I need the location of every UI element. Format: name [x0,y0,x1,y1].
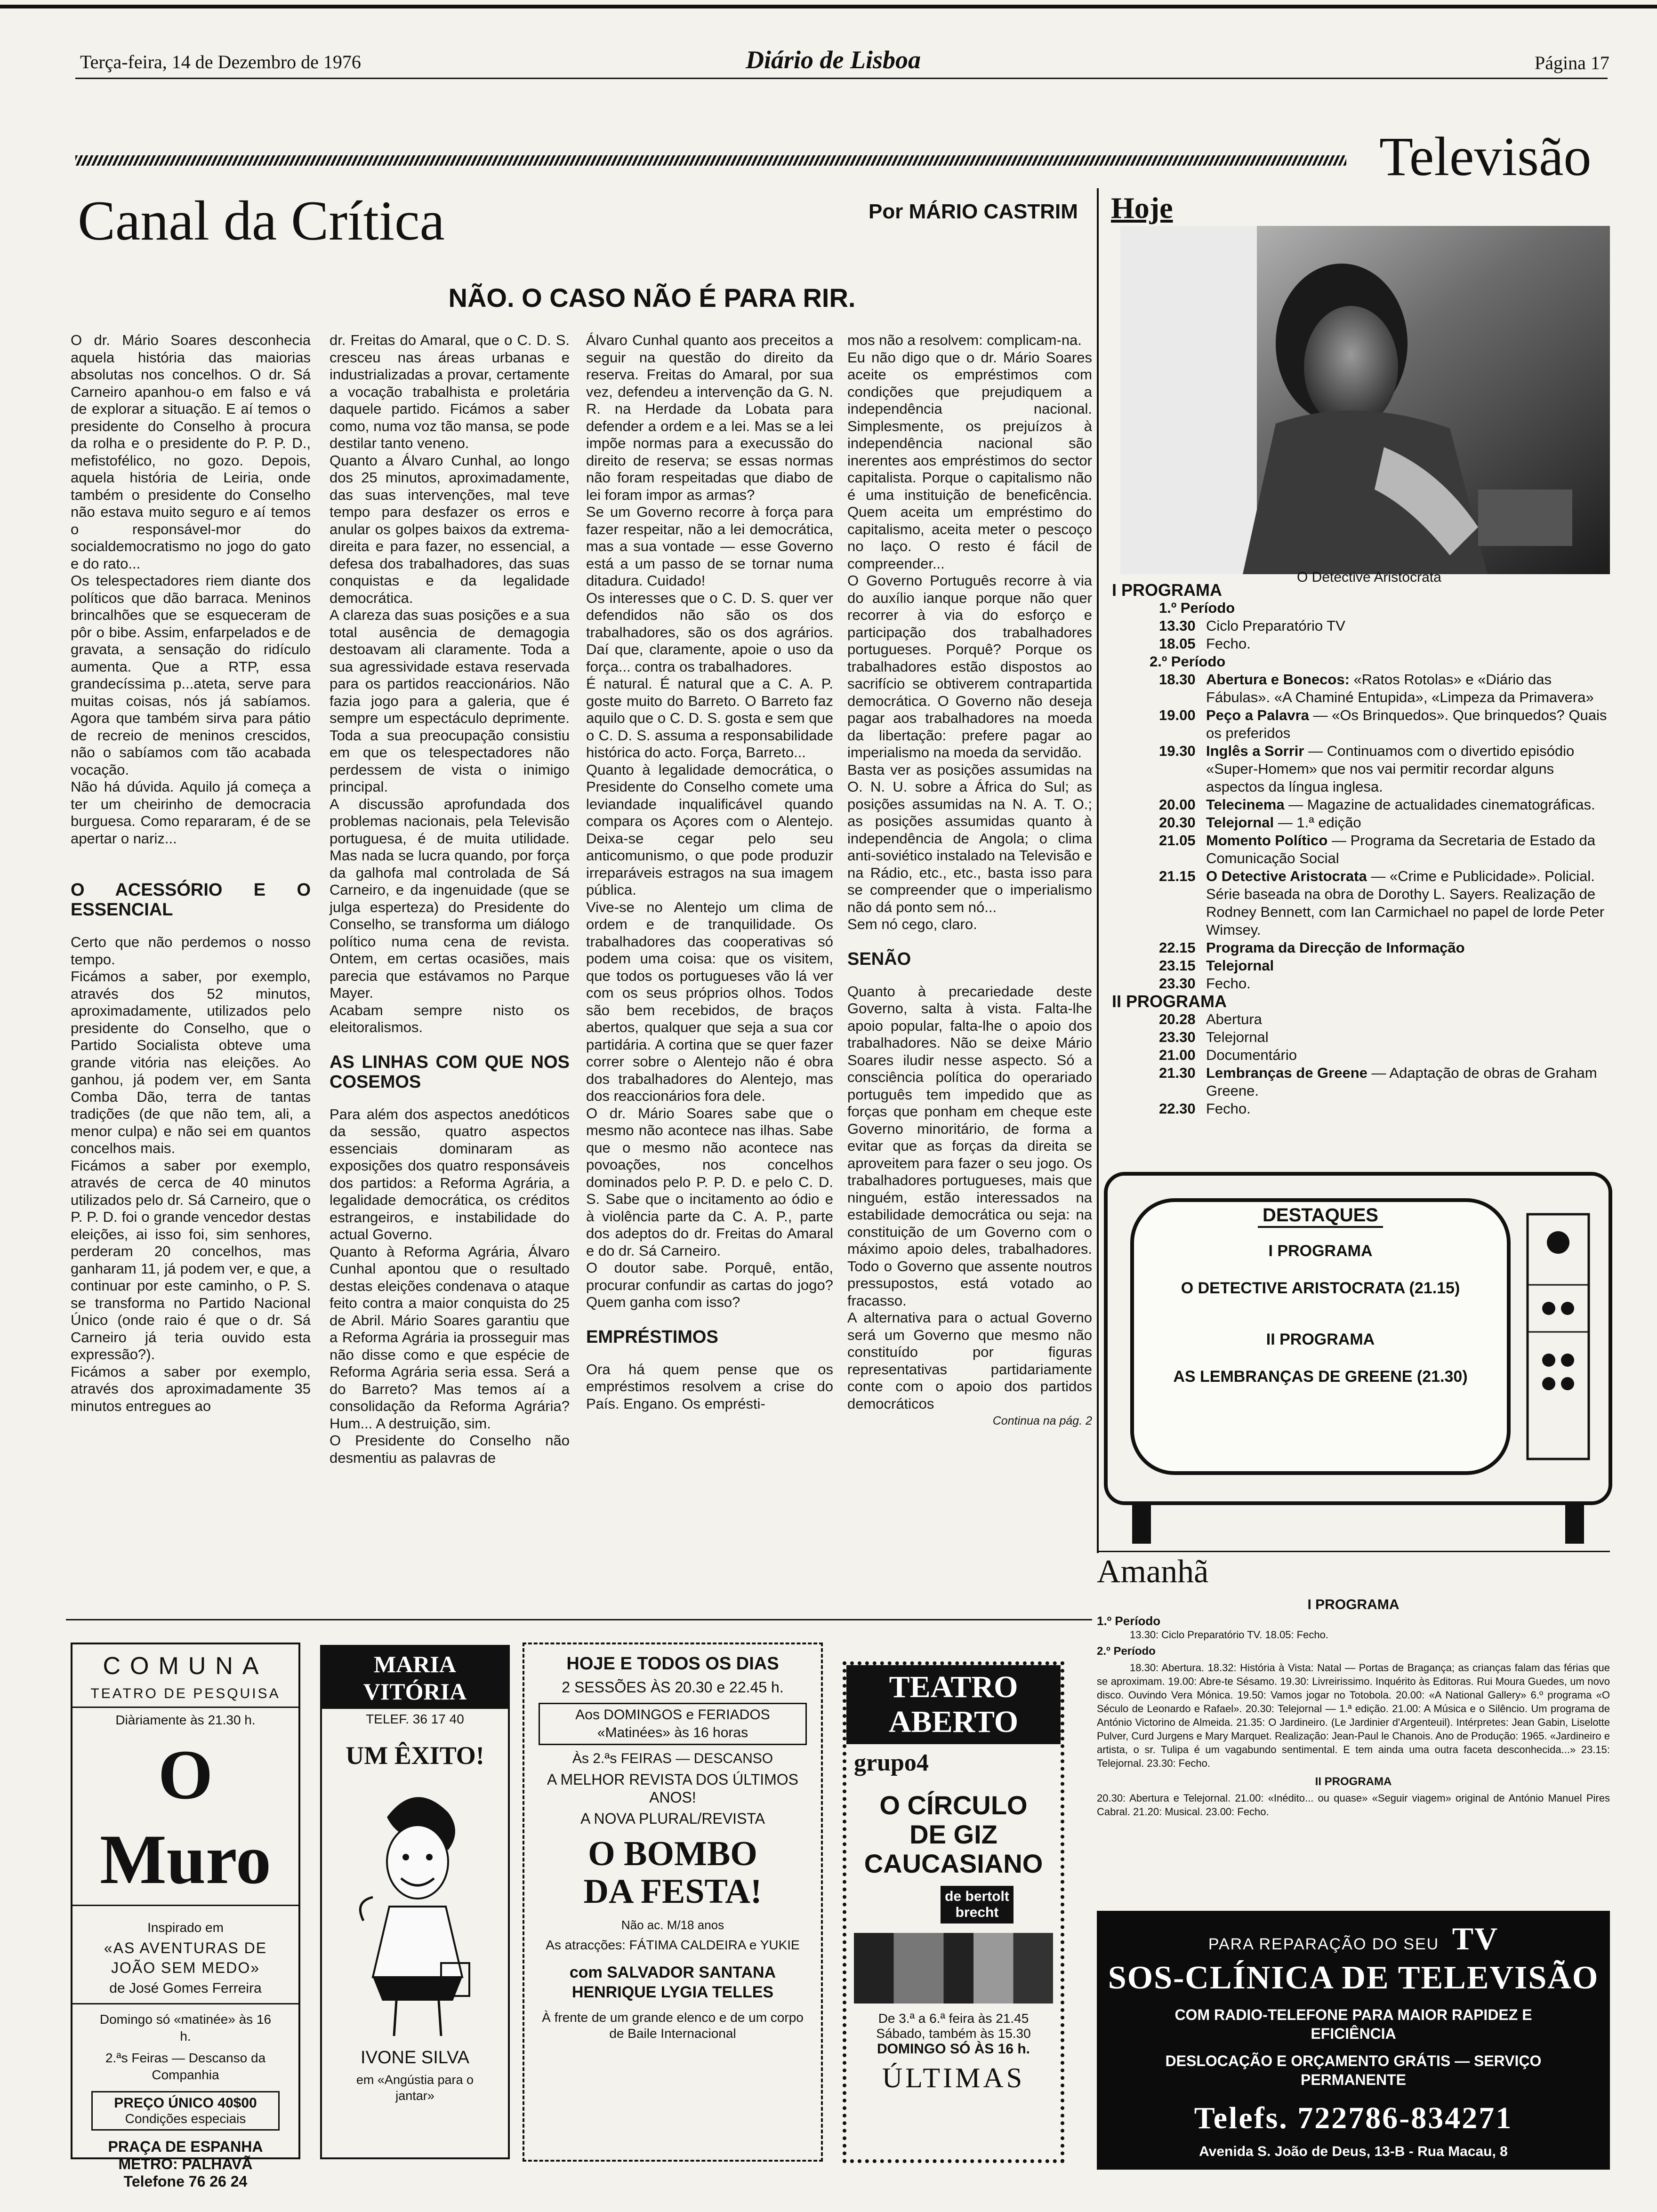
paragraph: O Presidente do Conselho não desmentiu as palavras de [330,1432,570,1466]
schedule-time: 23.15 [1159,957,1196,974]
program-text: — Adaptação de obras de Graham Greene. [1206,1065,1597,1099]
paragraph: Ficámos a saber por exemplo, através de cerca de 40 minutos utilizados pelo dr. Sá Carneiro, que o P. P. D. foi o grande vencedor destas eleições, ai isso foi, sim senhores, perderam 20 concelhos, mas ganharam 11, já podem ver, e que, a continuar por este caminho, o P. S. se transforma no Partido Nacional Único (onde raio é que o dr. Sá Carneiro já teria ouvido esta expressão?). [71,1157,311,1362]
aberto-times-3: DOMINGO SÓ ÀS 16 h. [877,2041,1030,2057]
sos-line-1 [1097,1920,1610,1957]
paragraph: O doutor sabe. Porquê, então, procurar confundir as cartas do jogo? Quem ganha com isso? [586,1259,833,1310]
program-text: — Magazine de actualidades cinematográficas. [1288,796,1595,813]
schedule-row [1112,1046,1611,1064]
program-title: Peço a Palavra [1206,707,1309,723]
revista-line-5: A MELHOR REVISTA DOS ÚLTIMOS ANOS! [547,1771,799,1806]
paragraph: Acabam sempre nisto os eleitoralismos. [330,1002,570,1035]
paragraph: Não há dúvida. Aquilo já começa a ter um cheirinho de democracia burguesa. Como repararam, é de se apertar o nariz... [71,778,311,847]
sos-phones: Telefs. 722786-834271 [1194,2101,1513,2135]
program-text: — 1.ª edição [1278,814,1361,831]
comuna-sunday: Domingo só «matinée» às 16 h. [99,2012,272,2044]
schedule-desc [1206,832,1611,867]
masthead-paper: Diário de Lisboa [746,46,921,74]
paragraph: mos não a resolvem: complicam-na. [847,332,1082,348]
schedule-time: 23.30 [1159,1029,1196,1045]
schedule-desc: Abertura [1206,1011,1262,1027]
revista-age: Não ac. M/18 anos [621,1918,724,1932]
destaques-p1-item: O DETECTIVE ARISTOCRATA (21.15) [1181,1279,1460,1297]
maria-tel: TELEF. 36 17 40 [366,1712,464,1726]
schedule-time: 19.30 [1159,743,1196,759]
paragraph: Ficámos a saber, por exemplo, através dos 52 minutos, aproximadamente, utilizados pelo presidente do Conselho, que o Partido Socialista obteve uma grande vitória nas eleições. Ao ganhou, já podem ver, em Santa Comba Dão, terra de tantas tradições (de que não tem, ali, a menor culpa) e não sei em quantos concelhos mais. [71,968,311,1156]
aberto-times-1: De 3.ª a 6.ª feira às 21.45 [878,2011,1029,2026]
top-border [0,5,1657,8]
program-title: Abertura e Bonecos: [1206,671,1350,688]
comuna-daily: Diàriamente às 21.30 h. [115,1713,256,1727]
comuna-name: COMUNA [103,1652,268,1680]
aberto-title: O CÍRCULO DE GIZ CAUCASIANO [864,1790,1043,1878]
schedule-row [1112,671,1611,706]
aberto-name: TEATRO ABERTO [846,1665,1061,1744]
paragraph: A alternativa para o actual Governo será um Governo que mesmo não constituído por figuras representativas partidariamente conte com o apoio dos partidos democráticos [847,1309,1092,1412]
section-title: Televisão [1379,126,1592,187]
paragraph: É natural. É natural que a C. A. P. goste muito do Barreto. O Barreto faz aquilo que o C. D. S. gosta e sem que o C. D. S. assuma a responsabilidade histórica do acto. Força, Barreto... [586,675,833,761]
schedule-time: 20.30 [1159,814,1196,831]
program-title: Inglês a Sorrir [1206,743,1304,759]
schedule-desc: Documentário [1206,1047,1297,1063]
schedule-row [1112,617,1611,635]
subhead-senao: SENÃO [847,949,911,969]
schedule-time: 18.05 [1159,635,1196,652]
program-title: O Detective Aristocrata [1206,868,1367,884]
schedule-row [1112,867,1611,939]
sos-tv: TV [1452,1921,1499,1956]
aberto-author: de bertolt brecht [941,1886,1014,1923]
masthead-date: Terça-feira, 14 de Dezembro de 1976 [80,51,361,72]
amanha-period-2: 2.º Período [1097,1645,1156,1658]
amanha-p2-heading: II PROGRAMA [1315,1775,1392,1788]
paragraph: A clareza das suas posições e a sua total ausência de demagogia destoavam ali claramente. Toda a sua agressividade estava reservada para os partidos reaccionários. Não fazia jogo para a galeria, que é sempre um espectáculo deprimente. Toda a sua preocupação consistiu em que os telespectadores não perdessem de vista o inimigo principal. [330,607,570,795]
comuna-rule-3 [72,2003,298,2004]
paragraph: O dr. Mário Soares sabe que o mesmo não acontece nas ilhas. Sabe que o mesmo não acontece nas povoações, nos concelhos dominados pelo P. P. D. e pelo C. D. S. Sabe que o incitamento ao ódio e à violência parte da C. A. P., parte dos adeptos do dr. Freitas do Amaral e do dr. Sá Carneiro. [586,1105,833,1259]
masthead-page: Página 17 [1535,52,1609,73]
paragraph: Para além dos aspectos anedóticos da sessão, quatro aspectos essenciais dominaram as exposições dos quatro responsáveis dos partidos: a Reforma Agrária, a legalidade democrática, os créditos estrangeiros, e instabilidade do actual Governo. [330,1106,570,1242]
schedule-row [1112,1028,1611,1046]
paragraph: Vive-se no Alentejo um clima de ordem e de tranquilidade. Os trabalhadores das cooperativas só podem uma coisa: que os visitem, que todos os portugueses vão lá ver com os seus próprios olhos. Todos são bem recebidos, de braços abertos, qualquer que seja a sua cor partidária. A cortina que se quer fazer correr sobre o Alentejo não é obra dos trabalhadores do Alentejo, mas dos reaccionários fora dele. [586,898,833,1104]
aberto-photo [854,1933,1053,2004]
paragraph: Álvaro Cunhal quanto aos preceitos a seguir na questão do direito da reserva. Freitas do Amaral, por sua vez, defendeu a intervenção da G. N. R. na Herdade da Lobata para defender a ordem e a lei. Mas se a lei impõe normas para a execussão do direito de reserva; se essas normas não foram respeitadas que diabo de lei foram impor as armas? [586,332,833,503]
schedule-desc: Fecho. [1206,1100,1251,1117]
comuna-inspired: Inspirado em [147,1920,224,1935]
destaques-panel [1132,1205,1509,1386]
aberto-times-2: Sábado, também às 15.30 [876,2026,1031,2041]
sos-line-2: COM RADIO-TELEFONE PARA MAIOR RAPIDEZ E EFICIÊNCIA [1174,2006,1532,2042]
schedule-row [1112,635,1611,653]
schedule-desc [1206,742,1611,796]
comuna-venue: PRAÇA DE ESPANHA [108,2138,263,2155]
maria-caricature [345,1779,486,2043]
schedule-time: 20.28 [1159,1011,1196,1027]
schedule-desc [1206,706,1611,742]
revista-title: O BOMBO DA FESTA! [583,1835,762,1911]
aberto-group: grupo4 [854,1749,929,1776]
subhead-emprestimos: EMPRÉSTIMOS [586,1327,718,1347]
maria-slogan: UM ÊXITO! [346,1741,484,1770]
article-column-4 [847,332,1092,1430]
sos-name: SOS-CLÍNICA DE TELEVISÃO [1108,1960,1599,1996]
comuna-price: PREÇO ÚNICO 40$00 [114,2095,257,2111]
schedule-time: 21.05 [1159,832,1196,849]
article-title: Canal da Crítica [78,189,445,252]
period-label: 1.º Período [1159,600,1235,616]
program-2-heading: II PROGRAMA [1112,992,1227,1011]
schedule-row [1112,742,1611,796]
program-1-heading: I PROGRAMA [1112,580,1222,600]
sos-line-3: DESLOCAÇÃO E ORÇAMENTO GRÁTIS — SERVIÇO PERMANENTE [1165,2052,1542,2088]
ad-comuna [71,1643,300,2190]
amanha-title: Amanhã [1097,1554,1209,1590]
hoje-schedule [1112,581,1611,1118]
paragraph: dr. Freitas do Amaral, que o C. D. S. cresceu nas áreas urbanas e industrializadas a provar, certamente a vocação trabalhista e proletária daquele partido. Ficámos a saber como, numa voz tão mansa, se pode destilar tanto veneno. [330,332,570,451]
program-text: — «Crime e Publicidade». Policial. Série baseada na obra de Dorothy L. Sayers. Realização de Rodney Bennett, com Ian Carmichael no papel de lorde Peter Wimsey. [1206,868,1605,938]
destaques-title: DESTAQUES [1258,1205,1383,1228]
program-text: — Programa da Secretaria de Estado da Comunicação Social [1206,832,1595,866]
program-text: «Ratos Rotolas» e «Diário das Fábulas». «A Chaminé Entupida», «Limpeza da Primavera» [1206,671,1594,705]
schedule-desc: Ciclo Preparatório TV [1206,617,1345,634]
revista-cast: com SALVADOR SANTANA HENRIQUE LYGIA TELLES [569,1964,776,2001]
schedule-row [1112,975,1611,993]
ads-top-rule [66,1619,1092,1620]
maria-name: MARIA VITÓRIA [322,1647,508,1709]
comuna-rule [72,1707,298,1708]
paragraph: O Governo Português recorre à via do auxílio ianque porque não quer recorrer à via do esforço e participação dos trabalhadores portugueses. Porquê? Porque os trabalhadores estão dispostos ao sacrifício se obtiverem contrapartida democrática. O Governo não deseja pagar aos trabalhadores na moeda da libertação: prefere pagar ao imperialismo na moeda da servidão. [847,572,1092,761]
schedule-row [1112,939,1611,957]
schedule-desc: Fecho. [1206,975,1251,992]
program-title: Telejornal [1206,957,1274,974]
schedule-row [1112,957,1611,975]
paragraph: Certo que não perdemos o nosso tempo. [71,934,311,968]
article-byline: Por MÁRIO CASTRIM [869,200,1078,223]
schedule-desc [1206,939,1611,957]
subhead-linhas: AS LINHAS COM QUE NOS COSEMOS [330,1052,570,1092]
revista-attractions: As atracções: FÁTIMA CALDEIRA e YUKIE [546,1938,800,1952]
schedule-row [1112,706,1611,742]
revista-line-6: A NOVA PLURAL/REVISTA [580,1810,765,1827]
comuna-sub: TEATRO DE PESQUISA [90,1686,281,1701]
destaques-p2: II PROGRAMA [1266,1330,1375,1348]
comuna-work: «AS AVENTURAS DE JOÃO SEM MEDO» [104,1940,267,1976]
amanha-body: 18.30: Abertura. 18.32: História à Vista: Natal — Portas de Bragança; as crianças falam das férias que se aproximam. 19.00: Abre-te Sésamo. 19.30: Livreirissimo. Inquérito às Editoras. Rui Moura Guedes, um novo disco. Ouvindo Vera Mónica. 19.50: Vamos jogar no Totobola. 20.00: «A National Gallery» 6.º programa «O Século de Leonardo e Rafael». 20.30: Telejornal — 1.ª edição. 21.00: A Música e o Silêncio. Um programa de António Victorino de Almeida. 21.35: O Jardineiro. (Le Jardinier d'Argenteuil). Intérpretes: Jean Gabin, Liselotte Pulver, Curd Jurgens e Mary Marquet. Realização: Jean-Paul le Chanois. Ano de Produção: 1965. «Jardineiro e artista, o sr. Tulipa é um vagabundo sentimental. E tem ainda uma outra faceta desconhecida...» 23.15: Telejornal. 23.30: Fecho. [1097,1662,1610,1769]
paragraph: Quanto à precariedade deste Governo, salta à vista. Falta-lhe apoio popular, falta-lhe o apoio dos trabalhadores. Não se deixe Mário Soares iludir nesse aspecto. Só a consciência política do operariado português tem impedido que as forças que ponham em cheque este Governo minoritário, de forma a evitar que as forças da direita se aproveitem para fazer o seu jogo. Os trabalhadores portugueses, mais que ninguém, estão interessados na estabilidade democrática ou seja: na constituição de um Governo com o máximo apoio deles, trabalhadores. Todo o Governo que assente noutros pressupostos, está votado ao fracasso. [847,983,1092,1309]
sos-address: Avenida S. João de Deus, 13-B - Rua Macau, 8 [1199,2144,1508,2159]
program-title: Telecinema [1206,796,1285,813]
paragraph: Ora há quem pense que os empréstimos resolvem a crise do País. Engano. Os emprésti- [586,1361,833,1412]
program-title: Telejornal [1206,814,1274,831]
comuna-phone: Telefone 76 26 24 [123,2173,248,2190]
maria-role: em «Angústia para o jantar» [356,2073,474,2103]
schedule-row [1112,1100,1611,1118]
paragraph: Os interesses que o C. D. S. quer ver defendidos não são os dos trabalhadores, são os dos agrários. Daí que, claramente, apoie o uso da força... contra os trabalhadores. [586,589,833,675]
schedule-time: 23.30 [1159,975,1196,992]
destaques-p1: I PROGRAMA [1268,1242,1373,1260]
paragraph: Quanto à Reforma Agrária, Álvaro Cunhal apontou que o resultado destas eleições condenava o ataque feito contra a maior conquista do 25 de Abril. Mário Soares garantiu que a Reforma Agrária ia prosseguir mas não disse como e que espécie de Reforma Agrária seria essa. Será a do Barreto? Mas temos aí a consolidação da Reforma Agrária? Hum... A destruição, sim. [330,1243,570,1432]
subhead-acessorio: O ACESSÓRIO E O ESSENCIAL [71,880,311,920]
program-text: — Continuamos com o divertido episódio «Super-Homem» que nos vai permitir recordar alguns aspectos da língua inglesa. [1206,743,1575,795]
schedule-time: 13.30 [1159,617,1196,634]
schedule-time: 21.15 [1159,868,1196,884]
amanha-period-1: 1.º Período [1097,1614,1161,1628]
ad-maria-vitoria [320,1645,510,2159]
revista-line-3: Aos DOMINGOS e FERIADOS «Matinées» às 16 horas [539,1703,807,1745]
article-column-2 [330,332,570,1467]
schedule-time: 21.30 [1159,1065,1196,1081]
column-divider [1097,188,1099,1553]
destaques-p2-item: AS LEMBRANÇAS DE GREENE (21.30) [1173,1368,1468,1386]
paragraph: Basta ver as posições assumidas na O. N. U. sobre a África do Sul; as posições assumidas na N. A. T. O.; as posições assumidas quanto à independência de Angola; o clima anti-soviético instalado na Televisão e na Rádio, etc., etc., basta isso para se compreender que o imperialismo não dá ponto sem nó... [847,761,1092,915]
paragraph: Os telespectadores riem diante dos políticos que dão barraca. Meninos brincalhões que se esqueceram de pôr o bibe. Assim, enfarpelados e de gravata, a sensação do ridículo aumenta. Que a RTP, essa grandecíssima p...ateta, serve para muitas coisas, nós já sabíamos. Agora que também sirva para pátio de recreio de meninos crescidos, não o sabíamos com tão acabada vocação. [71,572,311,778]
article-headline: NÃO. O CASO NÃO É PARA RIR. [448,283,856,313]
paragraph: Ficámos a saber por exemplo, através dos aproximadamente 35 minutos entregues ao [71,1363,311,1414]
revista-line-1: HOJE E TODOS OS DIAS [566,1654,779,1674]
comuna-metro: METRO: PALHAVÃ [118,2156,253,2172]
schedule-time: 18.30 [1159,671,1196,688]
program-title: Programa da Direcção de Informação [1206,939,1465,956]
tv-photo [1120,226,1610,574]
schedule-desc: Telejornal [1206,1029,1269,1045]
comuna-author: de José Gomes Ferreira [109,1980,262,1996]
paragraph: Quanto a Álvaro Cunhal, ao longo dos 25 minutos, aproximadamente, das suas intervenções, mal teve tempo para desfazer os erros e anular os golpes baixos da extrema-direita e para fazer, no essencial, a defesa dos trabalhadores, das suas conquistas e da legalidade democrática. [330,452,570,606]
amanha-body-2: 20.30: Abertura e Telejornal. 21.00: «Inédito... ou quase» «Seguir viagem» original de António Manuel Pires Cabral. 21.20: Musical. 23.00: Fecho. [1097,1792,1610,1818]
schedule-row [1112,814,1611,832]
continued-note: Continua na pág. 2 [992,1414,1092,1427]
schedule-desc [1206,671,1611,706]
hoje-title: Hoje [1111,191,1173,224]
schedule-row [1112,832,1611,867]
revista-footer: À frente de um grande elenco e de um corpo de Baile Internacional [542,2010,804,2041]
article-column-3 [586,332,833,1412]
sos-ad [1097,1911,1610,2170]
schedule-time: 19.00 [1159,707,1196,723]
schedule-time: 22.30 [1159,1100,1196,1117]
schedule-desc: Fecho. [1206,635,1251,652]
comuna-rest: 2.ªs Feiras — Descanso da Companhia [105,2051,266,2082]
program-title: Lembranças de Greene [1206,1065,1367,1081]
ad-teatro-aberto [843,1661,1064,2163]
schedule-desc [1206,1064,1611,1100]
paragraph: A discussão aprofundada dos problemas nacionais, pela Televisão portuguesa, é de muita utilidade. Mas nada se lucra quando, por força da galhofa mal controlada de Sá Carneiro, e da ingenuidade (que se julga esperteza) do Presidente do Conselho, se transforma um diálogo político numa cena de revista. Ontem, em certas ocasiões, mais parecia que estávamos no Parque Mayer. [330,795,570,1001]
amanha-line-1: 13.30: Ciclo Preparatório TV. 18.05: Fecho. [1130,1629,1328,1641]
amanha-p1-heading: I PROGRAMA [1307,1597,1400,1612]
amanha-rule [1097,1551,1610,1552]
paragraph: Sem nó cego, claro. [847,916,977,932]
schedule-row [1112,796,1611,814]
program-title: Momento Político [1206,832,1328,849]
schedule-row [1112,1010,1611,1028]
section-hatch-bar [75,155,1346,166]
revista-line-2: 2 SESSÕES ÀS 20.30 e 22.45 h. [562,1679,784,1696]
article-column-1 [71,332,311,1415]
schedule-time: 21.00 [1159,1047,1196,1063]
aberto-last: ÚLTIMAS [882,2062,1025,2093]
paragraph: Se um Governo recorre à força para fazer respeitar, não a lei democrática, mas a sua vontade — esse Governo está a um passo de se tornar numa ditadura. Cuidado! [586,504,833,589]
schedule-time: 22.15 [1159,939,1196,956]
photo-caption: O Detective Aristocrata [1297,569,1441,585]
schedule-desc [1206,867,1611,939]
revista-line-4: Às 2.ªs FEIRAS — DESCANSO [572,1751,773,1766]
amanha-listing [1097,1598,1610,1819]
comuna-title: O Muro [100,1736,271,1899]
comuna-price-box [91,2091,280,2131]
period-label: 2.º Período [1150,653,1226,670]
schedule-desc [1206,957,1611,975]
sos-line-1-text: PARA REPARAÇÃO DO SEU [1208,1935,1440,1953]
schedule-row [1112,1064,1611,1100]
program-text: — «Os Brinquedos». Que brinquedos? Quais os preferidos [1206,707,1607,741]
ad-revista [523,1643,823,2162]
maria-star: IVONE SILVA [361,2048,469,2068]
paragraph: Quanto à legalidade democrática, o Presidente do Conselho comete uma leviandade inqualificável quando compara os Açores com o Alentejo. Deixa-se cegar pelo seu anticomunismo, o que pode produzir irreparáveis estragos na sua imagem pública. [586,761,833,898]
paragraph: O dr. Mário Soares desconhecia aquela história das maiorias absolutas nos concelhos. O dr. Sá Carneiro apanhou-o em falso e vá de explorar a situação. E aí temos o presidente do Conselho à procura da rolha e o presidente do P. P. D., mefistofélico, no gozo. Depois, aquela história de Leiria, onde também o presidente do Conselho não estava muito seguro e aí temos o responsável-mor do socialdemocratismo no jogo do gato e do rato... [71,332,311,572]
schedule-desc [1206,814,1611,832]
schedule-desc [1206,796,1611,814]
comuna-cond: Condições especiais [125,2111,246,2126]
comuna-rule-2 [72,1905,298,1906]
masthead-rule [75,78,1608,79]
schedule-time: 20.00 [1159,796,1196,813]
paragraph: Eu não digo que o dr. Mário Soares aceite os empréstimos com condições que prejudiquem a independência nacional. Simplesmente, os prejuízos à independência nacional são inerentes aos empréstimos do sector capitalista. Porque o capitalismo não é uma instituição de beneficência. Quem aceita um empréstimo do capitalismo, aceita meter o pescoço no laço. O resto é fácil de compreender... [847,349,1092,572]
